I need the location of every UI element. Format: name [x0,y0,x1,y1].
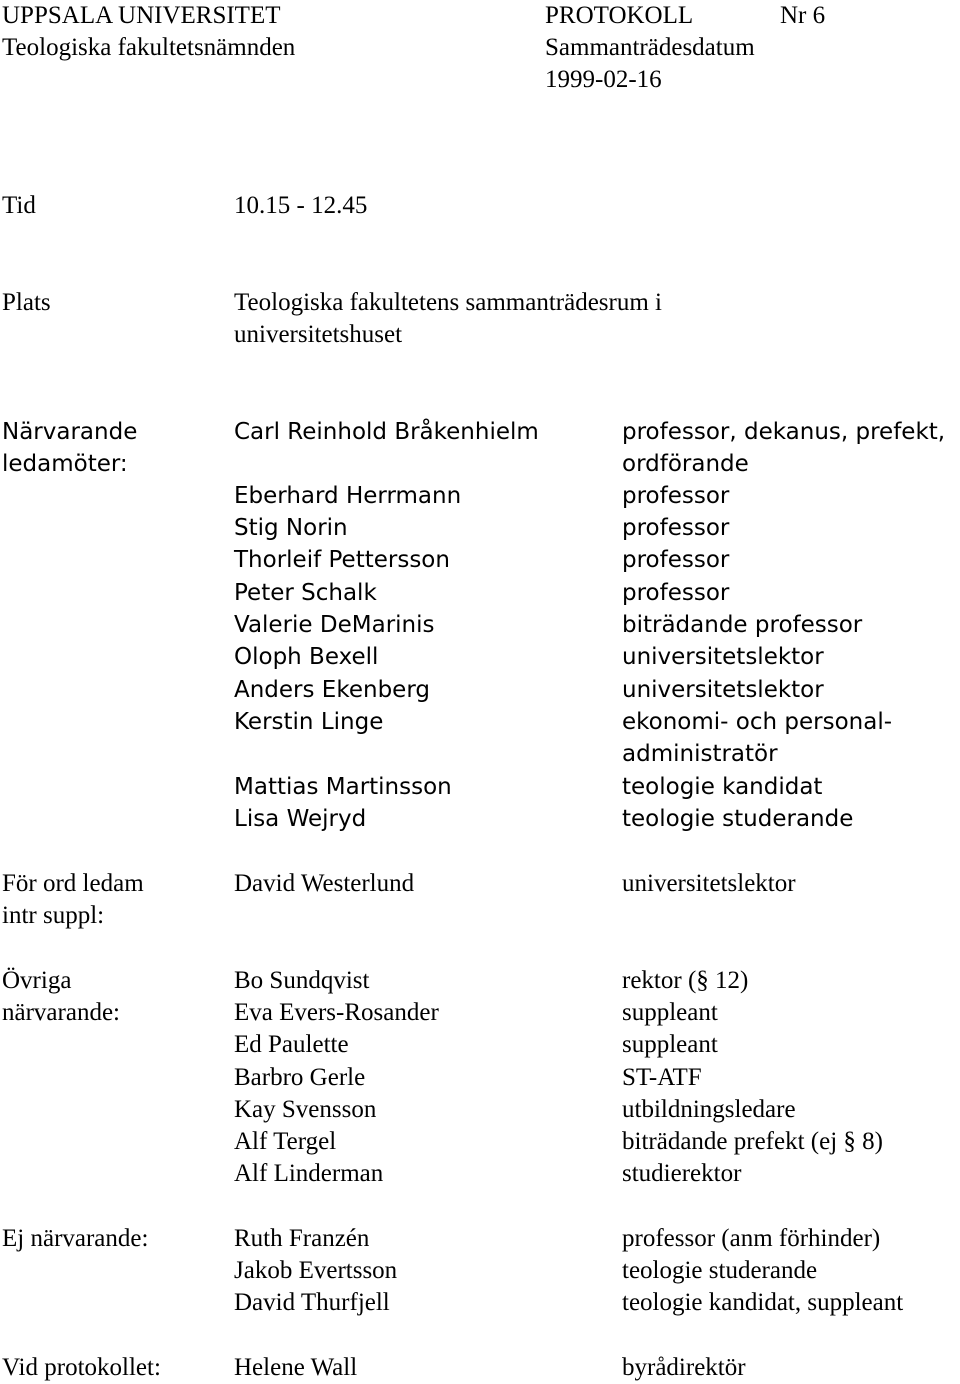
place-label: Plats [2,289,51,316]
member-role: professor [622,483,730,509]
member-role: professor [622,547,730,573]
absent-role: teologie studerande [622,1257,818,1284]
member-name: Lisa Wejryd [234,806,367,832]
place-value-line2: universitetshuset [234,321,403,348]
other-role: rektor (§ 12) [622,967,749,994]
other-role: suppleant [622,999,718,1026]
other-name: Eva Evers-Rosander [234,999,439,1026]
member-name: Peter Schalk [234,580,377,606]
member-role-cont: administratör [622,741,778,767]
time-label: Tid [2,192,36,219]
date-label: Sammanträdesdatum [545,34,755,61]
others-label-line2: närvarande: [2,999,120,1026]
absent-label: Ej närvarande: [2,1225,149,1252]
substitute-label-line2: intr suppl: [2,902,105,929]
place-value-line1: Teologiska fakultetens sammanträdesrum i [234,289,662,316]
absent-name: Ruth Franzén [234,1225,370,1252]
member-role: professor [622,580,730,606]
substitute-label-line1: För ord ledam [2,870,144,897]
substitute-name: David Westerlund [234,870,415,897]
member-role: biträdande professor [622,612,863,638]
others-label-line1: Övriga [2,967,72,994]
member-name: Mattias Martinsson [234,774,452,800]
member-role: teologie kandidat [622,774,823,800]
member-role: universitetslektor [622,677,824,703]
member-role: teologie studerande [622,806,854,832]
doc-type: PROTOKOLL [545,2,694,29]
absent-name: David Thurfjell [234,1289,390,1316]
absent-name: Jakob Evertsson [234,1257,398,1284]
member-role: professor, dekanus, prefekt, [622,419,946,445]
other-role: studierektor [622,1160,742,1187]
member-name: Eberhard Herrmann [234,483,462,509]
present-members-label-line1: Närvarande [2,419,138,445]
minutes-role: byrådirektör [622,1354,746,1381]
doc-number: Nr 6 [780,2,826,29]
minutes-name: Helene Wall [234,1354,358,1381]
other-role: utbildningsledare [622,1096,796,1123]
member-role: universitetslektor [622,644,824,670]
other-name: Barbro Gerle [234,1064,366,1091]
absent-role: teologie kandidat, suppleant [622,1289,904,1316]
other-name: Kay Svensson [234,1096,377,1123]
other-role: suppleant [622,1031,718,1058]
university-name: UPPSALA UNIVERSITET [2,2,281,29]
faculty-board: Teologiska fakultetsnämnden [2,34,296,61]
absent-role: professor (anm förhinder) [622,1225,881,1252]
member-name: Thorleif Pettersson [234,547,450,573]
member-name: Kerstin Linge [234,709,384,735]
substitute-role: universitetslektor [622,870,796,897]
date-value: 1999-02-16 [545,66,662,93]
member-role: ekonomi- och personal- [622,709,893,735]
other-name: Alf Tergel [234,1128,337,1155]
member-name: Anders Ekenberg [234,677,430,703]
member-role: professor [622,515,730,541]
member-name: Valerie DeMarinis [234,612,435,638]
member-name: Oloph Bexell [234,644,379,670]
other-name: Bo Sundqvist [234,967,370,994]
present-members-label-line2: ledamöter: [2,451,128,477]
other-role: ST-ATF [622,1064,702,1091]
minutes-label: Vid protokollet: [2,1354,161,1381]
member-role-cont: ordförande [622,451,749,477]
other-role: biträdande prefekt (ej § 8) [622,1128,883,1155]
time-value: 10.15 - 12.45 [234,192,368,219]
member-name: Carl Reinhold Bråkenhielm [234,419,539,445]
member-name: Stig Norin [234,515,348,541]
other-name: Ed Paulette [234,1031,349,1058]
other-name: Alf Linderman [234,1160,384,1187]
